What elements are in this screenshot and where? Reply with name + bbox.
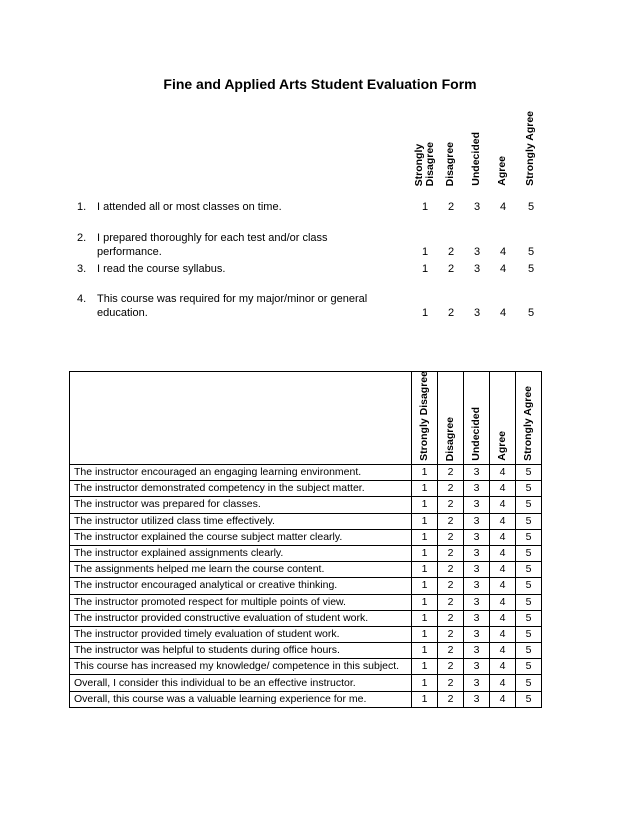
- scale-header-4: [497, 156, 508, 186]
- rating-cell-5[interactable]: 5: [516, 691, 542, 707]
- self-assessment-section: [0, 0, 640, 340]
- rating-cell-3[interactable]: 3: [464, 529, 490, 545]
- rating-option-3[interactable]: 3: [473, 246, 481, 258]
- rating-cell-3[interactable]: 3: [464, 481, 490, 497]
- rating-cell-4[interactable]: 4: [490, 481, 516, 497]
- rating-cell-3[interactable]: 3: [464, 675, 490, 691]
- rating-cell-5[interactable]: 5: [516, 513, 542, 529]
- rating-cell-3[interactable]: 3: [464, 465, 490, 481]
- rating-cell-2[interactable]: 2: [438, 545, 464, 561]
- rating-cell-1[interactable]: 1: [412, 545, 438, 561]
- table-header-label: Strongly Agree: [522, 386, 534, 461]
- rating-cell-5[interactable]: 5: [516, 465, 542, 481]
- scale-header-label: Undecided: [470, 132, 482, 186]
- scale-header-1: [414, 142, 436, 186]
- table-header-label: Disagree: [444, 416, 456, 461]
- rating-cell-4[interactable]: 4: [490, 691, 516, 707]
- rating-option-1[interactable]: 1: [421, 307, 429, 319]
- table-row: [70, 659, 542, 675]
- rating-cell-4[interactable]: 4: [490, 513, 516, 529]
- question-number: 3.: [77, 263, 87, 275]
- table-row: [70, 643, 542, 659]
- rating-cell-3[interactable]: 3: [464, 610, 490, 626]
- rating-option-3[interactable]: 3: [473, 307, 481, 319]
- rating-cell-4[interactable]: 4: [490, 626, 516, 642]
- rating-cell-4[interactable]: 4: [490, 675, 516, 691]
- rating-cell-5[interactable]: 5: [516, 529, 542, 545]
- rating-option-2[interactable]: 2: [447, 307, 455, 319]
- rating-cell-1[interactable]: 1: [412, 529, 438, 545]
- rating-cell-1[interactable]: 1: [412, 513, 438, 529]
- rating-cell-2[interactable]: 2: [438, 465, 464, 481]
- rating-cell-4[interactable]: 4: [490, 594, 516, 610]
- scale-header-label: Agree: [496, 156, 508, 186]
- table-row: [70, 691, 542, 707]
- table-row: [70, 545, 542, 561]
- question-number: 2.: [77, 232, 87, 244]
- rating-cell-2[interactable]: 2: [438, 481, 464, 497]
- rating-cell-1[interactable]: 1: [412, 691, 438, 707]
- rating-option-2[interactable]: 2: [447, 246, 455, 258]
- rating-cell-4[interactable]: 4: [490, 562, 516, 578]
- rating-cell-3[interactable]: 3: [464, 643, 490, 659]
- rating-cell-5[interactable]: 5: [516, 643, 542, 659]
- rating-cell-3[interactable]: 3: [464, 545, 490, 561]
- table-row: [70, 594, 542, 610]
- rating-cell-2[interactable]: 2: [438, 626, 464, 642]
- rating-cell-1[interactable]: 1: [412, 659, 438, 675]
- rating-cell-4[interactable]: 4: [490, 529, 516, 545]
- rating-cell-3[interactable]: 3: [464, 513, 490, 529]
- table-row: [70, 562, 542, 578]
- table-header-agree: [490, 372, 516, 465]
- rating-cell-3[interactable]: 3: [464, 562, 490, 578]
- rating-cell-1[interactable]: 1: [412, 610, 438, 626]
- table-header-label: Undecided: [470, 407, 482, 461]
- scale-header-3: [471, 132, 482, 186]
- rating-cell-2[interactable]: 2: [438, 562, 464, 578]
- evaluation-statement: This course has increased my knowledge/ competence in this subject.: [70, 659, 412, 675]
- page-title: Fine and Applied Arts Student Evaluation Form: [163, 76, 477, 92]
- rating-cell-2[interactable]: 2: [438, 578, 464, 594]
- table-row: [70, 626, 542, 642]
- rating-cell-2[interactable]: 2: [438, 594, 464, 610]
- rating-option-2[interactable]: 2: [447, 263, 455, 275]
- rating-cell-4[interactable]: 4: [490, 578, 516, 594]
- rating-option-1[interactable]: 1: [421, 246, 429, 258]
- table-header-row: [70, 372, 542, 465]
- rating-cell-3[interactable]: 3: [464, 594, 490, 610]
- evaluation-statement: The instructor was helpful to students during office hours.: [70, 643, 412, 659]
- question-number: 1.: [77, 201, 87, 213]
- evaluation-statement: The instructor provided timely evaluation of student work.: [70, 626, 412, 642]
- rating-option-2[interactable]: 2: [447, 201, 455, 213]
- rating-cell-2[interactable]: 2: [438, 497, 464, 513]
- rating-cell-1[interactable]: 1: [412, 626, 438, 642]
- table-row: [70, 675, 542, 691]
- rating-cell-2[interactable]: 2: [438, 513, 464, 529]
- question-text: I attended all or most classes on time.: [97, 201, 282, 213]
- rating-cell-5[interactable]: 5: [516, 578, 542, 594]
- table-row: [70, 610, 542, 626]
- rating-cell-2[interactable]: 2: [438, 675, 464, 691]
- rating-cell-5[interactable]: 5: [516, 497, 542, 513]
- table-body: [70, 465, 542, 708]
- rating-cell-2[interactable]: 2: [438, 691, 464, 707]
- rating-option-4[interactable]: 4: [499, 246, 507, 258]
- scale-header-label: Disagree: [444, 141, 456, 186]
- rating-cell-4[interactable]: 4: [490, 545, 516, 561]
- evaluation-statement: Overall, I consider this individual to be an effective instructor.: [70, 675, 412, 691]
- header-blank-cell: [70, 372, 412, 465]
- rating-cell-3[interactable]: 3: [464, 691, 490, 707]
- scale-header-2: [445, 142, 456, 186]
- rating-cell-5[interactable]: 5: [516, 659, 542, 675]
- table-row: [70, 578, 542, 594]
- instructor-evaluation-table: [69, 371, 542, 708]
- table-row: [70, 497, 542, 513]
- rating-option-1[interactable]: 1: [421, 263, 429, 275]
- rating-cell-3[interactable]: 3: [464, 626, 490, 642]
- rating-cell-1[interactable]: 1: [412, 594, 438, 610]
- rating-cell-3[interactable]: 3: [464, 659, 490, 675]
- question-text: This course was required for my major/minor or general education.: [97, 293, 368, 319]
- table-row: [70, 465, 542, 481]
- evaluation-statement: Overall, this course was a valuable learning experience for me.: [70, 691, 412, 707]
- rating-cell-4[interactable]: 4: [490, 465, 516, 481]
- rating-option-5[interactable]: 5: [527, 263, 535, 275]
- rating-cell-5[interactable]: 5: [516, 610, 542, 626]
- table-header-disagree: [438, 372, 464, 465]
- rating-option-5[interactable]: 5: [527, 246, 535, 258]
- evaluation-statement: The instructor was prepared for classes.: [70, 497, 412, 513]
- self-assessment-scale-headers: [0, 110, 640, 186]
- scale-header-5: [525, 111, 536, 186]
- table-header-strongly-disagree: [412, 372, 438, 465]
- rating-cell-2[interactable]: 2: [438, 529, 464, 545]
- rating-cell-3[interactable]: 3: [464, 578, 490, 594]
- rating-cell-5[interactable]: 5: [516, 562, 542, 578]
- evaluation-statement: The instructor explained the course subject matter clearly.: [70, 529, 412, 545]
- rating-cell-4[interactable]: 4: [490, 659, 516, 675]
- table-row: [70, 513, 542, 529]
- evaluation-statement: The instructor promoted respect for multiple points of view.: [70, 594, 412, 610]
- rating-option-4[interactable]: 4: [499, 307, 507, 319]
- rating-cell-4[interactable]: 4: [490, 497, 516, 513]
- rating-option-4[interactable]: 4: [499, 201, 507, 213]
- rating-cell-1[interactable]: 1: [412, 497, 438, 513]
- evaluation-statement: The instructor demonstrated competency in the subject matter.: [70, 481, 412, 497]
- rating-cell-5[interactable]: 5: [516, 594, 542, 610]
- question-number: 4.: [77, 293, 87, 305]
- rating-cell-1[interactable]: 1: [412, 562, 438, 578]
- rating-cell-1[interactable]: 1: [412, 465, 438, 481]
- rating-cell-3[interactable]: 3: [464, 497, 490, 513]
- table-header-label: Strongly Disagree: [418, 371, 430, 461]
- question-text: I prepared thoroughly for each test and/or class performance.: [97, 232, 328, 258]
- rating-cell-2[interactable]: 2: [438, 610, 464, 626]
- rating-cell-5[interactable]: 5: [516, 626, 542, 642]
- table-row: [70, 529, 542, 545]
- table-header-undecided: [464, 372, 490, 465]
- question-text: I read the course syllabus.: [97, 263, 226, 275]
- rating-option-1[interactable]: 1: [421, 201, 429, 213]
- evaluation-statement: The instructor encouraged an engaging learning environment.: [70, 465, 412, 481]
- evaluation-statement: The instructor explained assignments clearly.: [70, 545, 412, 561]
- evaluation-statement: The instructor provided constructive evaluation of student work.: [70, 610, 412, 626]
- rating-cell-2[interactable]: 2: [438, 643, 464, 659]
- rating-option-5[interactable]: 5: [527, 201, 535, 213]
- rating-cell-4[interactable]: 4: [490, 610, 516, 626]
- rating-cell-1[interactable]: 1: [412, 578, 438, 594]
- rating-cell-5[interactable]: 5: [516, 675, 542, 691]
- table-header-label: Agree: [496, 431, 508, 461]
- evaluation-statement: The instructor utilized class time effectively.: [70, 513, 412, 529]
- rating-option-3[interactable]: 3: [473, 263, 481, 275]
- rating-cell-5[interactable]: 5: [516, 481, 542, 497]
- table-row: [70, 481, 542, 497]
- rating-option-4[interactable]: 4: [499, 263, 507, 275]
- rating-cell-2[interactable]: 2: [438, 659, 464, 675]
- evaluation-statement: The assignments helped me learn the course content.: [70, 562, 412, 578]
- rating-cell-5[interactable]: 5: [516, 545, 542, 561]
- rating-cell-1[interactable]: 1: [412, 481, 438, 497]
- table-header-strongly-agree: [516, 372, 542, 465]
- rating-cell-1[interactable]: 1: [412, 643, 438, 659]
- rating-cell-4[interactable]: 4: [490, 643, 516, 659]
- rating-option-5[interactable]: 5: [527, 307, 535, 319]
- scale-header-label: Strongly Agree: [524, 111, 536, 186]
- scale-header-label: Strongly Disagree: [413, 141, 436, 186]
- rating-cell-1[interactable]: 1: [412, 675, 438, 691]
- rating-option-3[interactable]: 3: [473, 201, 481, 213]
- evaluation-statement: The instructor encouraged analytical or creative thinking.: [70, 578, 412, 594]
